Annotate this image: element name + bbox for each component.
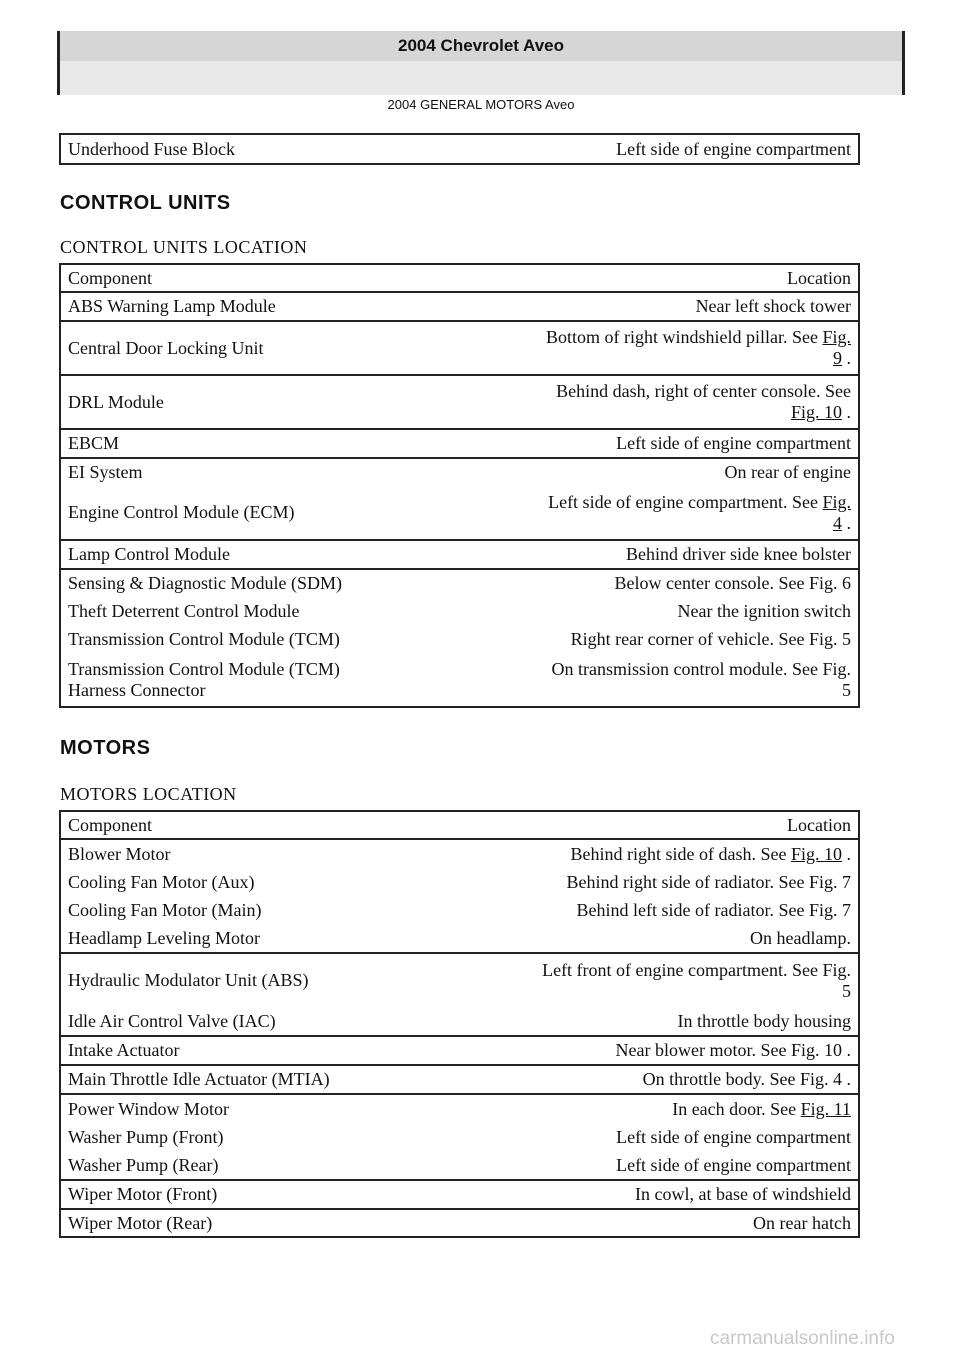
component-cell: Hydraulic Modulator Unit (ABS) xyxy=(68,970,309,990)
location-cell xyxy=(428,1094,859,1123)
fuse-block-table xyxy=(59,133,860,165)
location-cell: Behind right side of radiator. See Fig. 7 xyxy=(566,871,851,892)
figure-link[interactable]: Fig. xyxy=(822,491,851,512)
table-row xyxy=(60,924,859,953)
location-cell: Left side of engine compartment xyxy=(616,1126,851,1147)
component-cell: Transmission Control Module (TCM) xyxy=(68,628,340,649)
table-row xyxy=(60,868,859,896)
table-row xyxy=(60,1123,859,1151)
table-row xyxy=(60,597,859,625)
table-row xyxy=(60,896,859,924)
column-header-location: Location xyxy=(428,811,859,839)
table-row xyxy=(60,1036,859,1065)
component-cell: ABS Warning Lamp Module xyxy=(60,292,439,321)
table-row xyxy=(60,569,859,597)
table-row xyxy=(60,486,859,540)
table-header-row xyxy=(60,264,859,292)
component-cell: EI System xyxy=(68,462,143,482)
table-row xyxy=(60,1007,859,1036)
table-title-motors: MOTORS LOCATION xyxy=(60,784,237,804)
document-title: 2004 Chevrolet Aveo xyxy=(57,31,905,61)
location-text: Bottom of right windshield pillar. See xyxy=(546,327,823,347)
component-cell: Headlamp Leveling Motor xyxy=(60,924,428,953)
table-row xyxy=(60,540,859,569)
document-header xyxy=(57,27,905,112)
column-header-component: Component xyxy=(60,811,428,839)
table-title-control-units: CONTROL UNITS LOCATION xyxy=(60,237,308,257)
component-text-line2: Harness Connector xyxy=(68,679,206,700)
table-row xyxy=(60,1151,859,1180)
component-cell: Intake Actuator xyxy=(60,1036,428,1065)
motors-table xyxy=(59,810,860,1238)
location-text: In each door. See xyxy=(672,1098,801,1119)
location-suffix: . xyxy=(846,402,851,422)
location-text: Behind dash, right of center console. See xyxy=(556,381,851,401)
component-cell: Power Window Motor xyxy=(68,1098,229,1119)
location-cell: Near blower motor. See Fig. 10 . xyxy=(428,1036,859,1065)
component-cell: Underhood Fuse Block xyxy=(68,138,235,159)
figure-link[interactable]: Fig. 10 xyxy=(790,402,842,422)
component-cell: Lamp Control Module xyxy=(60,540,439,569)
figure-link[interactable]: Fig. 10 xyxy=(790,843,842,864)
table-row xyxy=(60,1209,859,1237)
section-heading-control-units: CONTROL UNITS xyxy=(60,192,231,214)
location-cell: On rear hatch xyxy=(753,1212,851,1233)
location-cell xyxy=(439,653,859,707)
component-cell: Wiper Motor (Front) xyxy=(60,1180,428,1209)
component-cell: EBCM xyxy=(60,429,439,458)
location-cell xyxy=(428,839,859,868)
component-cell: Wiper Motor (Rear) xyxy=(68,1212,213,1233)
component-cell: Theft Deterrent Control Module xyxy=(68,600,300,621)
component-cell: Sensing & Diagnostic Module (SDM) xyxy=(68,573,342,593)
component-cell: Engine Control Module (ECM) xyxy=(60,486,439,540)
location-text: Behind right side of dash. See xyxy=(570,843,791,864)
location-cell xyxy=(439,375,859,429)
table-row xyxy=(60,458,859,486)
location-cell: Behind left side of radiator. See Fig. 7 xyxy=(576,899,851,920)
column-header-component: Component xyxy=(60,264,439,292)
location-cell: Left side of engine compartment xyxy=(616,138,851,159)
component-cell: DRL Module xyxy=(60,375,439,429)
component-cell: Central Door Locking Unit xyxy=(60,321,439,375)
component-cell: Idle Air Control Valve (IAC) xyxy=(60,1007,428,1036)
section-heading-motors: MOTORS xyxy=(60,737,151,759)
location-cell xyxy=(428,953,859,1007)
figure-link[interactable]: Fig. 11 xyxy=(800,1098,851,1119)
watermark: carmanualsonline.info xyxy=(710,1328,895,1349)
location-text-line2: 5 xyxy=(842,980,851,1001)
figure-link-number[interactable]: 9 xyxy=(833,348,842,368)
table-header-row xyxy=(60,811,859,839)
location-cell: Right rear corner of vehicle. See Fig. 5 xyxy=(570,628,851,649)
table-row xyxy=(60,625,859,653)
table-row xyxy=(60,375,859,429)
component-cell: Cooling Fan Motor (Main) xyxy=(68,899,262,920)
location-cell: Left side of engine compartment xyxy=(439,429,859,458)
location-text: Left front of engine compartment. See Fig. xyxy=(542,959,851,980)
table-row xyxy=(60,1065,859,1094)
figure-link[interactable]: Fig. xyxy=(822,327,851,347)
location-suffix: . xyxy=(846,843,851,864)
control-units-table xyxy=(59,263,860,708)
table-row xyxy=(60,1094,859,1123)
component-cell: Washer Pump (Front) xyxy=(68,1126,224,1147)
location-cell xyxy=(439,321,859,375)
table-row xyxy=(60,839,859,868)
location-cell: On rear of engine xyxy=(724,462,851,482)
table-row xyxy=(60,429,859,458)
component-cell: Main Throttle Idle Actuator (MTIA) xyxy=(60,1065,428,1094)
location-cell: Below center console. See Fig. 6 xyxy=(614,573,851,593)
location-text: Left side of engine compartment. See xyxy=(548,491,823,512)
component-text: Transmission Control Module (TCM) xyxy=(68,658,340,679)
component-cell: Blower Motor xyxy=(68,843,171,864)
location-cell xyxy=(439,486,859,540)
component-cell xyxy=(60,653,439,707)
column-header-location: Location xyxy=(439,264,859,292)
component-cell: Cooling Fan Motor (Aux) xyxy=(68,871,255,892)
table-row xyxy=(60,292,859,321)
table-row xyxy=(60,953,859,1007)
table-row xyxy=(60,653,859,707)
table-row xyxy=(60,134,859,164)
table-row xyxy=(60,321,859,375)
location-cell: On headlamp. xyxy=(428,924,859,953)
location-suffix: . xyxy=(846,512,851,533)
location-suffix: . xyxy=(846,348,851,368)
location-cell: Near left shock tower xyxy=(439,292,859,321)
location-cell: On throttle body. See Fig. 4 . xyxy=(428,1065,859,1094)
location-cell: In cowl, at base of windshield xyxy=(428,1180,859,1209)
table-row xyxy=(60,1180,859,1209)
location-text: On transmission control module. See Fig. xyxy=(551,658,851,679)
figure-link-number[interactable]: 4 xyxy=(833,512,842,533)
location-cell: In throttle body housing xyxy=(428,1007,859,1036)
location-cell: Behind driver side knee bolster xyxy=(439,540,859,569)
location-cell: Left side of engine compartment xyxy=(428,1151,859,1180)
component-cell: Washer Pump (Rear) xyxy=(60,1151,428,1180)
location-text-line2: 5 xyxy=(842,679,851,700)
document-subtitle: 2004 GENERAL MOTORS Aveo xyxy=(57,61,905,95)
location-cell: Near the ignition switch xyxy=(677,600,851,621)
